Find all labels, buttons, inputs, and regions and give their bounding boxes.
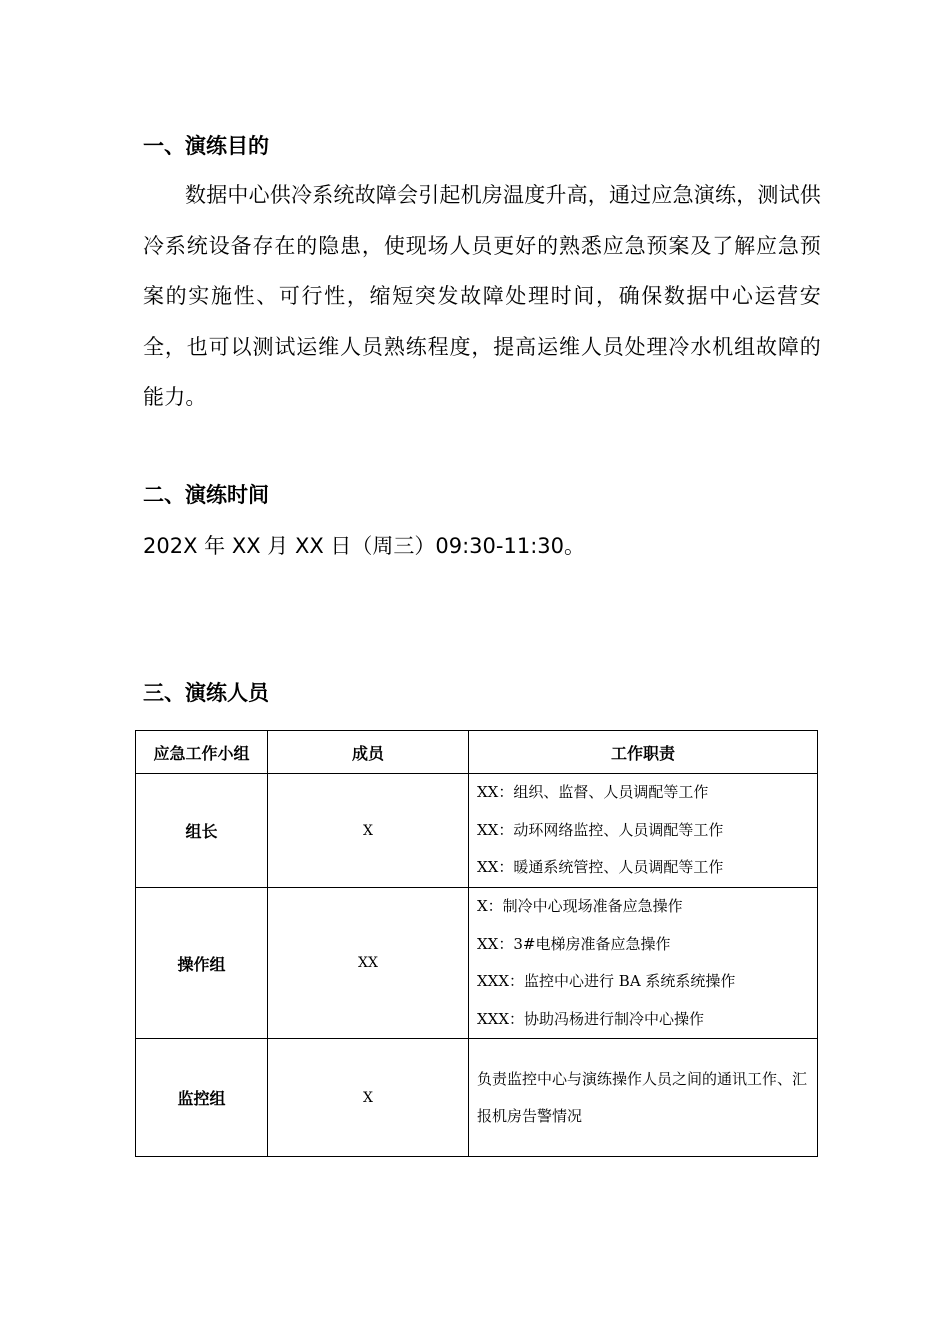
header-group: 应急工作小组	[136, 731, 268, 774]
duties-cell	[469, 774, 818, 888]
duties-cell	[469, 888, 818, 1039]
group-cell: 组长	[136, 774, 268, 888]
section-heading-personnel: 三、演练人员	[143, 681, 269, 705]
table-row	[136, 888, 818, 1039]
group-cell: 操作组	[136, 888, 268, 1039]
duty-item: XX：动环网络监控、人员调配等工作	[477, 820, 724, 839]
section-heading-time: 二、演练时间	[143, 483, 269, 507]
header-member: 成员	[268, 731, 469, 774]
staff-table	[135, 730, 818, 1157]
duty-item: XXX：协助冯杨进行制冷中心操作	[477, 1009, 705, 1028]
table-row	[136, 774, 818, 888]
duty-item: 负责监控中心与演练操作人员之间的通讯工作、汇报机房告警情况	[477, 1069, 808, 1125]
member-cell: XX	[268, 888, 469, 1039]
section-heading-purpose: 一、演练目的	[143, 134, 269, 158]
duty-item: XXX：监控中心进行 BA 系统系统操作	[477, 972, 736, 990]
member-cell: X	[268, 1039, 469, 1157]
header-duties: 工作职责	[469, 731, 818, 774]
duty-item: X：制冷中心现场准备应急操作	[477, 897, 683, 915]
purpose-paragraph: 数据中心供冷系统故障会引起机房温度升高，通过应急演练，测试供冷系统设备存在的隐患，使现场人员更好的熟悉应急预案及了解应急预案的实施性、可行性，缩短突发故障处理时间，确保数据中心运营安全，也可以测试运维人员熟练程度，提高运维人员处理冷水机组故障的能力。	[143, 183, 821, 409]
table-row	[136, 1039, 818, 1157]
duty-item: XX：暖通系统管控、人员调配等工作	[477, 858, 724, 877]
duties-cell	[469, 1039, 818, 1157]
drill-time-text: 202X 年 XX 月 XX 日（周三）09:30-11:30。	[143, 534, 586, 558]
duty-item: XX：组织、监督、人员调配等工作	[477, 783, 709, 802]
table-header-row	[136, 731, 818, 774]
member-cell: X	[268, 774, 469, 888]
group-cell: 监控组	[136, 1039, 268, 1157]
duty-item: XX：3#电梯房准备应急操作	[477, 934, 671, 953]
